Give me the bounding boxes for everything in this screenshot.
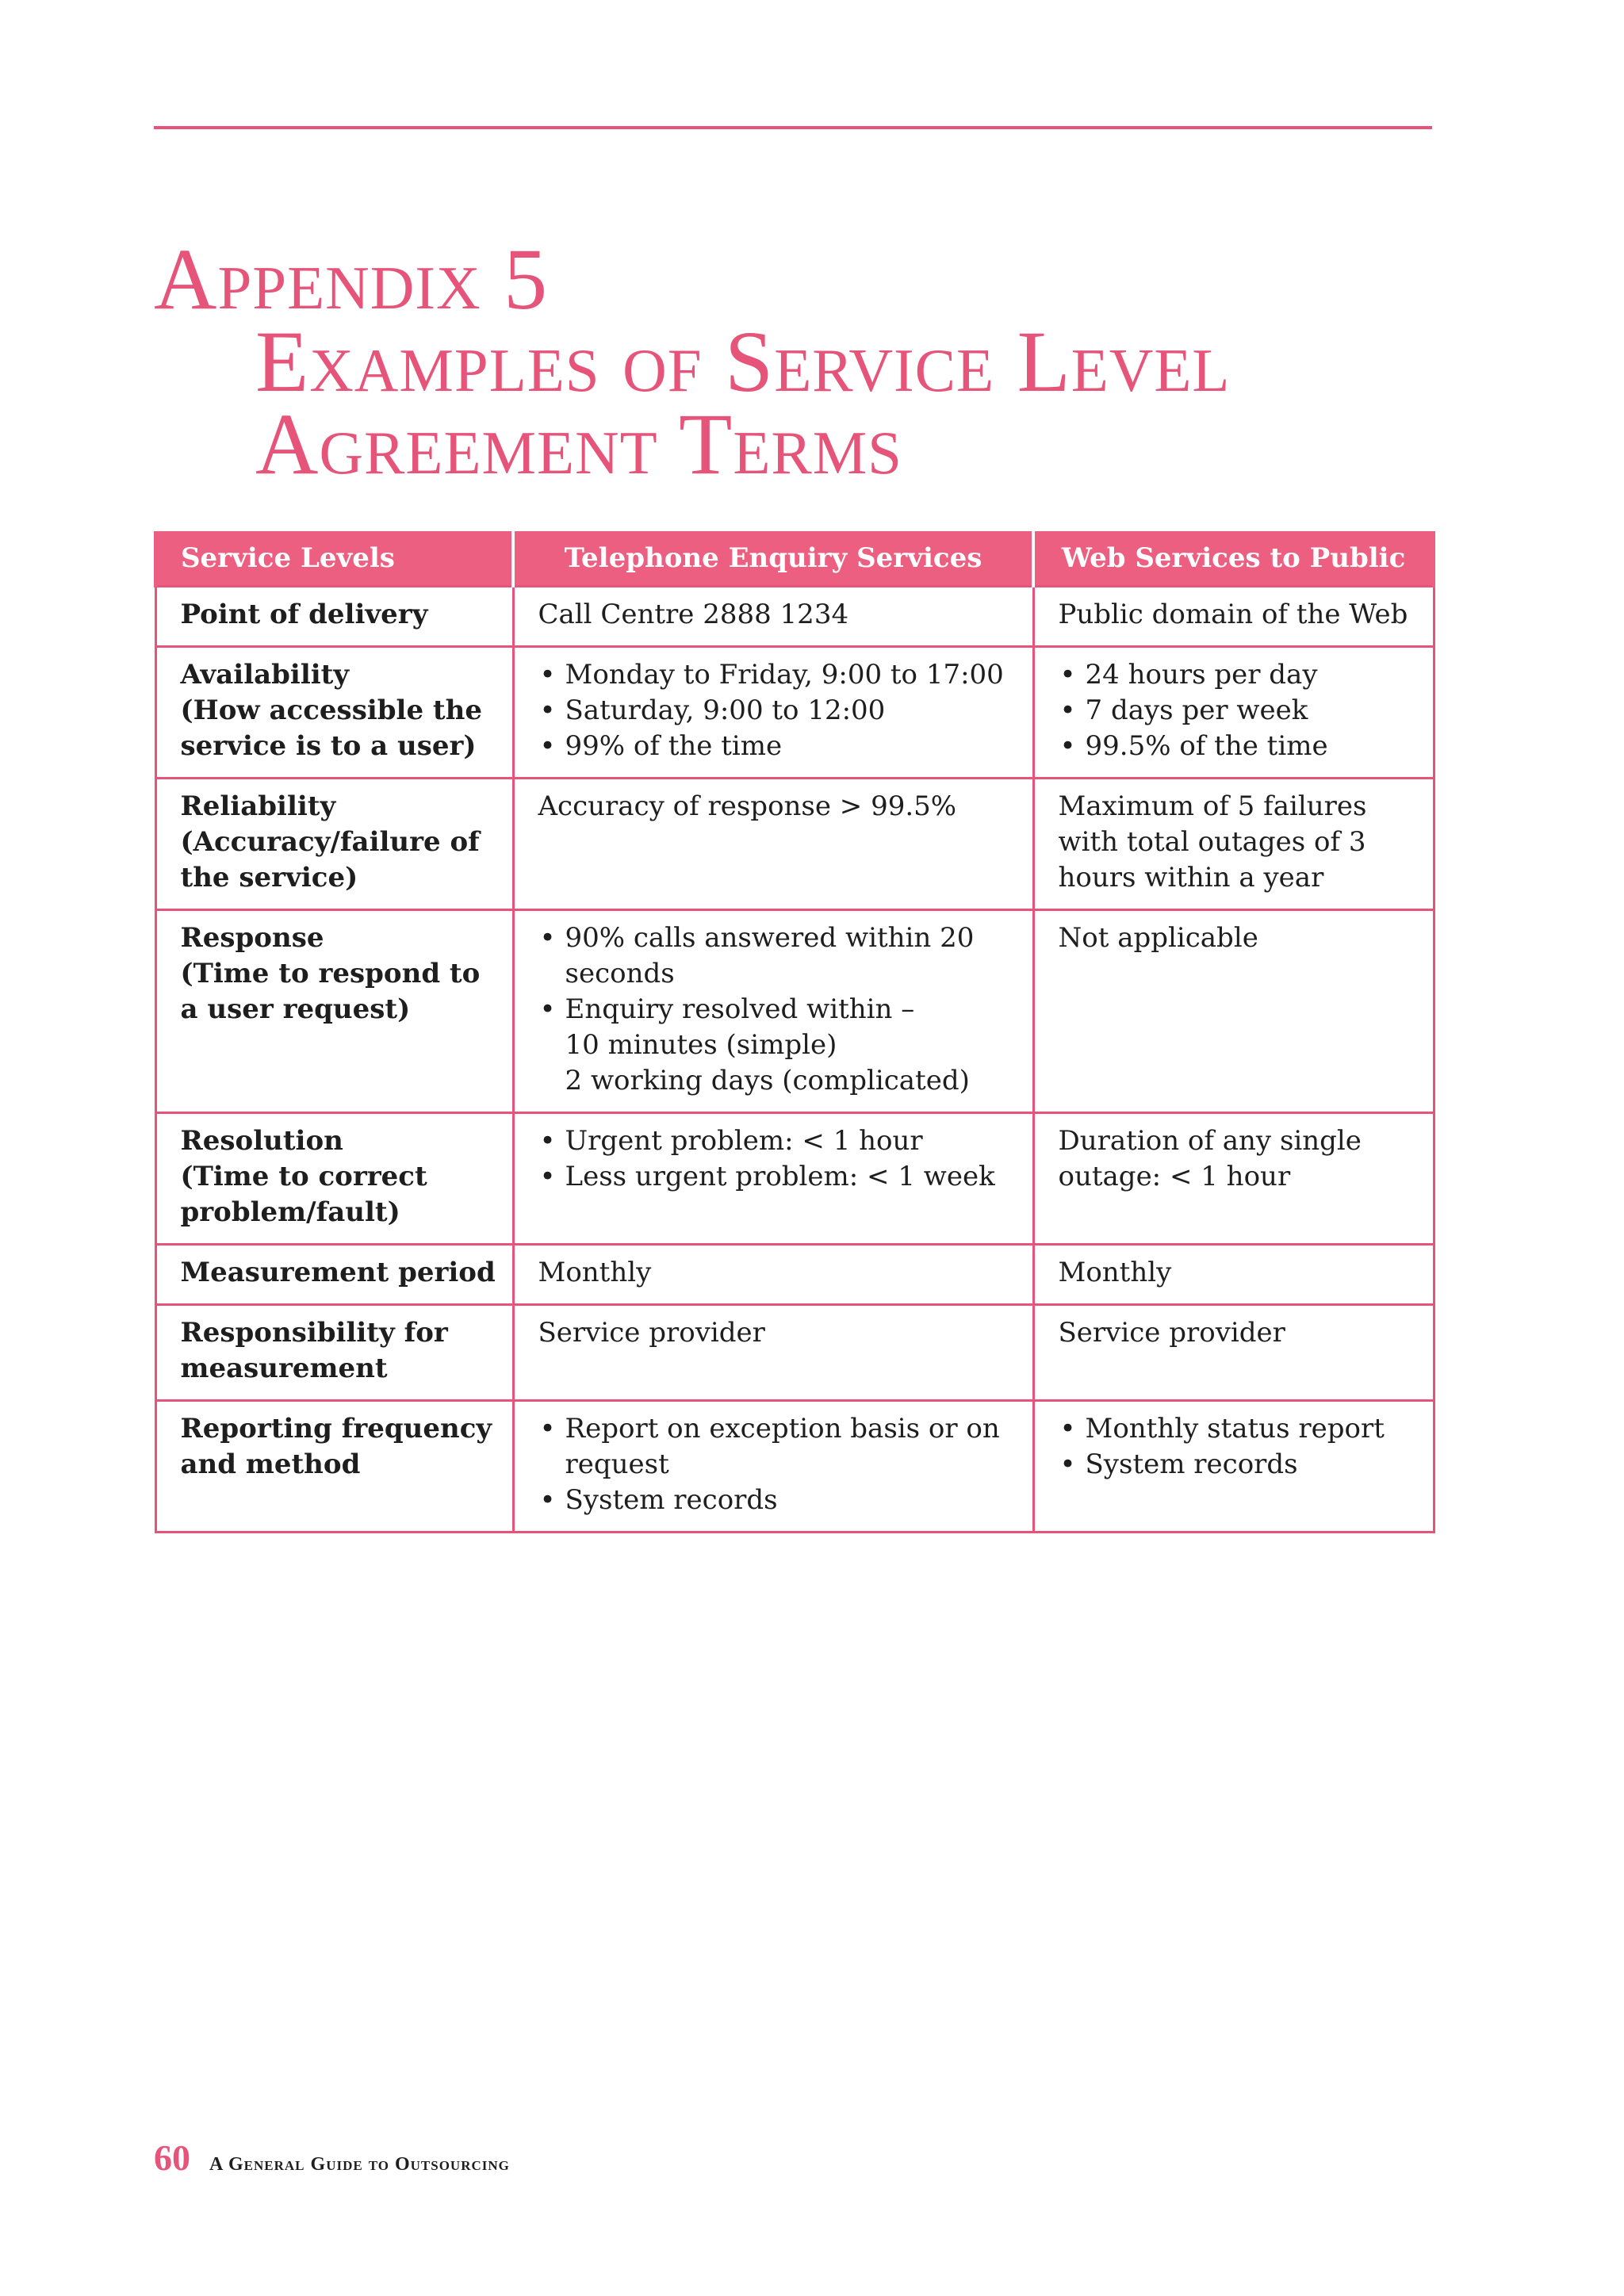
telephone-cell	[513, 1113, 1033, 1245]
bullet-list	[1059, 1411, 1409, 1483]
table-row	[155, 1245, 1434, 1305]
header-telephone-enquiry: Telephone Enquiry Services	[513, 531, 1033, 587]
row-label-line: (How accessible the	[180, 695, 482, 726]
cell-text-line: Public domain of the Web	[1058, 599, 1408, 630]
bullet-item	[1059, 729, 1409, 764]
row-label-line: (Time to correct	[180, 1161, 427, 1192]
table-header	[155, 531, 1434, 587]
row-label-line: (Accuracy/failure of	[180, 826, 480, 858]
bullet-item	[538, 1483, 1009, 1518]
web-cell	[1033, 1245, 1434, 1305]
cell-text-line: Monthly	[1058, 1257, 1172, 1288]
bullet-list	[538, 920, 1009, 1099]
bullet-line: • System records	[565, 1484, 778, 1516]
bullet-line: • Enquiry resolved within –	[565, 993, 915, 1025]
row-label-cell	[155, 910, 513, 1113]
web-cell	[1033, 779, 1434, 910]
table-row	[155, 910, 1434, 1113]
bullet-line: • 7 days per week	[1085, 695, 1308, 726]
bullet-list	[1059, 657, 1409, 764]
row-label-cell	[155, 779, 513, 910]
table-row	[155, 779, 1434, 910]
table-row	[155, 1305, 1434, 1401]
bullet-item	[1059, 1411, 1409, 1447]
bullet-line: 2 working days (complicated)	[565, 1065, 970, 1096]
bullet-line: • Less urgent problem: < 1 week	[565, 1161, 995, 1192]
bullet-item	[538, 1411, 1009, 1483]
cell-text-line: Service provider	[538, 1317, 765, 1349]
row-label-line: Point of delivery	[180, 599, 428, 630]
title-line-1: Appendix 5	[154, 231, 549, 327]
cell-text-line: Accuracy of response > 99.5%	[538, 790, 957, 822]
bullet-line: • Report on exception basis or on	[565, 1413, 1000, 1445]
bullet-line: 10 minutes (simple)	[565, 1029, 837, 1061]
web-cell	[1033, 587, 1434, 647]
bullet-line: • Monday to Friday, 9:00 to 17:00	[565, 659, 1004, 691]
row-label-line: Resolution	[180, 1125, 343, 1157]
page-number: 60	[154, 2137, 190, 2178]
cell-text-line: with total outages of 3	[1058, 826, 1366, 858]
table-row	[155, 647, 1434, 779]
table-body	[155, 587, 1434, 1533]
row-label-cell	[155, 1305, 513, 1401]
cell-text-line: outage: < 1 hour	[1058, 1161, 1291, 1192]
cell-text-line: Not applicable	[1058, 922, 1258, 954]
cell-text-line: hours within a year	[1058, 862, 1324, 894]
row-label-line: measurement	[180, 1353, 388, 1384]
cell-text-line: Call Centre 2888 1234	[538, 599, 849, 630]
row-label-cell	[155, 1245, 513, 1305]
bullet-line: • Monthly status report	[1085, 1413, 1385, 1445]
table-header-row	[155, 531, 1434, 587]
bullet-line: seconds	[565, 958, 675, 989]
bullet-item	[1059, 693, 1409, 729]
row-label-cell	[155, 647, 513, 779]
row-label-line: problem/fault)	[180, 1196, 400, 1228]
row-label-line: a user request)	[180, 993, 411, 1025]
header-service-levels: Service Levels	[155, 531, 513, 587]
telephone-cell	[513, 647, 1033, 779]
top-rule	[154, 126, 1432, 129]
bullet-item	[538, 992, 1009, 1099]
row-label-line: service is to a user)	[180, 730, 477, 762]
telephone-cell	[513, 587, 1033, 647]
title-line-3: Agreement Terms	[255, 396, 903, 492]
table-row	[155, 1113, 1434, 1245]
row-label-line: Response	[180, 922, 324, 954]
cell-text-line: Monthly	[538, 1257, 652, 1288]
telephone-cell	[513, 1401, 1033, 1533]
web-cell	[1033, 1401, 1434, 1533]
bullet-item	[538, 920, 1009, 992]
row-label-line: Responsibility for	[180, 1317, 448, 1349]
row-label-line: Reporting frequency	[180, 1413, 492, 1445]
cell-text-line: Duration of any single	[1058, 1125, 1362, 1157]
telephone-cell	[513, 1305, 1033, 1401]
web-cell	[1033, 1113, 1434, 1245]
page-footer	[154, 2137, 510, 2179]
bullet-item	[538, 1159, 1009, 1195]
bullet-item	[1059, 1447, 1409, 1483]
bullet-list	[538, 1123, 1009, 1195]
row-label-line: the service)	[180, 862, 358, 894]
title-line-2: Examples of Service Level	[255, 313, 1231, 410]
telephone-cell	[513, 1245, 1033, 1305]
bullet-item	[1059, 657, 1409, 693]
cell-text-line: Maximum of 5 failures	[1058, 790, 1367, 822]
cell-text-line: Service provider	[1058, 1317, 1285, 1349]
bullet-item	[538, 729, 1009, 764]
bullet-list	[538, 1411, 1009, 1518]
web-cell	[1033, 910, 1434, 1113]
telephone-cell	[513, 779, 1033, 910]
bullet-line: • Saturday, 9:00 to 12:00	[565, 695, 886, 726]
row-label-line: Measurement period	[180, 1257, 496, 1288]
bullet-item	[538, 693, 1009, 729]
bullet-line: • Urgent problem: < 1 hour	[565, 1125, 923, 1157]
row-label-line: Availability	[180, 659, 350, 691]
bullet-item	[538, 1123, 1009, 1159]
bullet-line: • System records	[1085, 1448, 1298, 1480]
web-cell	[1033, 1305, 1434, 1401]
header-web-services: Web Services to Public	[1033, 531, 1434, 587]
table-row	[155, 587, 1434, 647]
row-label-cell	[155, 1113, 513, 1245]
table-row	[155, 1401, 1434, 1533]
bullet-item	[538, 657, 1009, 693]
row-label-line: and method	[180, 1448, 361, 1480]
page-title	[154, 231, 1231, 492]
bullet-line: • 99% of the time	[565, 730, 783, 762]
row-label-cell	[155, 1401, 513, 1533]
bullet-list	[538, 657, 1009, 764]
bullet-line: • 24 hours per day	[1085, 659, 1318, 691]
row-label-line: Reliability	[180, 790, 336, 822]
service-level-table	[154, 531, 1435, 1533]
bullet-line: • 99.5% of the time	[1085, 730, 1328, 762]
web-cell	[1033, 647, 1434, 779]
bullet-line: • 90% calls answered within 20	[565, 922, 975, 954]
telephone-cell	[513, 910, 1033, 1113]
row-label-cell	[155, 587, 513, 647]
running-title: A General Guide to Outsourcing	[209, 2154, 510, 2175]
row-label-line: (Time to respond to	[180, 958, 481, 989]
bullet-line: request	[565, 1448, 669, 1480]
